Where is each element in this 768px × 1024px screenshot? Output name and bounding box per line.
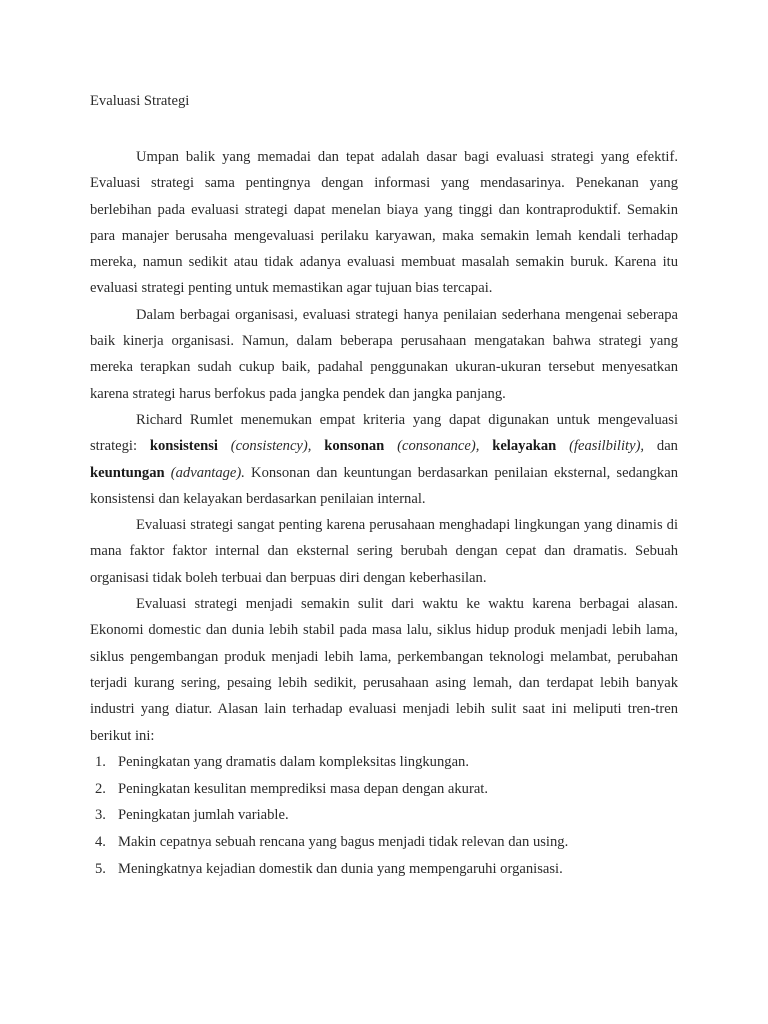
list-item-number: 1. bbox=[95, 753, 106, 770]
list-item bbox=[90, 802, 678, 829]
term-kelayakan: kelayakan bbox=[492, 438, 557, 455]
list-item-text: Peningkatan kesulitan memprediksi masa depan dengan akurat. bbox=[118, 780, 489, 797]
list-item-number: 3. bbox=[95, 807, 106, 824]
term-konsistensi: konsistensi bbox=[149, 438, 218, 455]
document-page bbox=[90, 88, 678, 883]
list-item-text: Peningkatan jumlah variable. bbox=[118, 807, 289, 824]
term-kelayakan-english: (feasilbility), bbox=[556, 438, 645, 455]
paragraph-3 bbox=[90, 407, 678, 512]
list-item bbox=[90, 856, 678, 883]
paragraph-2: Dalam berbagai organisasi, evaluasi strategi hanya penilaian sederhana mengenai seberapa baik kinerja organisasi. Namun, dalam beberapa perusahaan mengatakan bahwa strategi yang mereka terapkan sudah cukup baik, padahal penggunakan ukuran-ukuran tersebut menyesatkan karena strategi harus berfokus pada jangka pendek dan jangka panjang. bbox=[90, 306, 678, 402]
list-item-text: Peningkatan yang dramatis dalam kompleksitas lingkungan. bbox=[118, 753, 469, 770]
paragraph-5: Evaluasi strategi menjadi semakin sulit dari waktu ke waktu karena berbagai alasan. Ekonomi domestic dan dunia lebih stabil pada masa lalu, siklus hidup produk menjadi lebih lama, siklus pengembangan produk menjadi lebih lama, perkembangan teknologi melambat, perubahan terjadi kurang sering, pesaing lebih sedikit, perusahaan asing lemah, dan terdapat lebih banyak industri yang diatur. Alasan lain terhadap evaluasi menjadi lebih sulit saat ini meliputi tren-tren berikut ini: bbox=[90, 596, 678, 744]
document-title: Evaluasi Strategi bbox=[90, 93, 190, 109]
list-item-number: 5. bbox=[95, 861, 106, 878]
term-konsonan-english: (consonance), bbox=[384, 438, 493, 455]
term-keuntungan-english: (advantage). bbox=[164, 464, 245, 481]
paragraph-3-intro: Richard Rumlet menemukan empat kriteria yang dapat digunakan untuk mengevaluasi strategi: bbox=[90, 411, 678, 455]
paragraph-3-rest: Konsonan dan keuntungan berdasarkan penilaian eksternal, sedangkan konsistensi dan kelayakan berdasarkan penilaian internal. bbox=[90, 464, 678, 507]
paragraph-1: Umpan balik yang memadai dan tepat adalah dasar bagi evaluasi strategi yang efektif. Evaluasi strategi sama pentingnya dengan informasi yang mendasarinya. Penekanan yang berlebihan pada evaluasi strategi dapat menelan biaya yang tinggi dan kontraproduktif. Semakin para manajer berusaha mengevaluasi perilaku karyawan, maka semakin lemah kendali terhadap mereka, namun sedikit atau tidak adanya evaluasi membuat masalah semakin buruk. Karena itu evaluasi strategi penting untuk memastikan agar tujuan bias tercapai. bbox=[90, 149, 678, 297]
paragraph-4: Evaluasi strategi sangat penting karena perusahaan menghadapi lingkungan yang dinamis di mana faktor faktor internal dan eksternal sering berubah dengan cepat dan dramatis. Sebuah organisasi tidak boleh terbuai dan berpuas diri dengan keberhasilan. bbox=[90, 517, 678, 586]
term-konsonan: konsonan bbox=[324, 438, 385, 455]
list-item-number: 4. bbox=[95, 834, 106, 851]
list-item bbox=[90, 776, 678, 803]
term-konsistensi-english: (consistency), bbox=[217, 438, 325, 455]
list-item-text: Meningkatnya kejadian domestik dan dunia yang mempengaruhi organisasi. bbox=[118, 861, 563, 878]
conjunction-dan: dan bbox=[644, 438, 678, 455]
list-item bbox=[90, 749, 678, 776]
trend-list bbox=[90, 749, 678, 883]
list-item-number: 2. bbox=[95, 780, 106, 797]
term-keuntungan: keuntungan bbox=[90, 464, 165, 481]
list-item bbox=[90, 829, 678, 856]
list-item-text: Makin cepatnya sebuah rencana yang bagus menjadi tidak relevan dan using. bbox=[118, 834, 569, 851]
